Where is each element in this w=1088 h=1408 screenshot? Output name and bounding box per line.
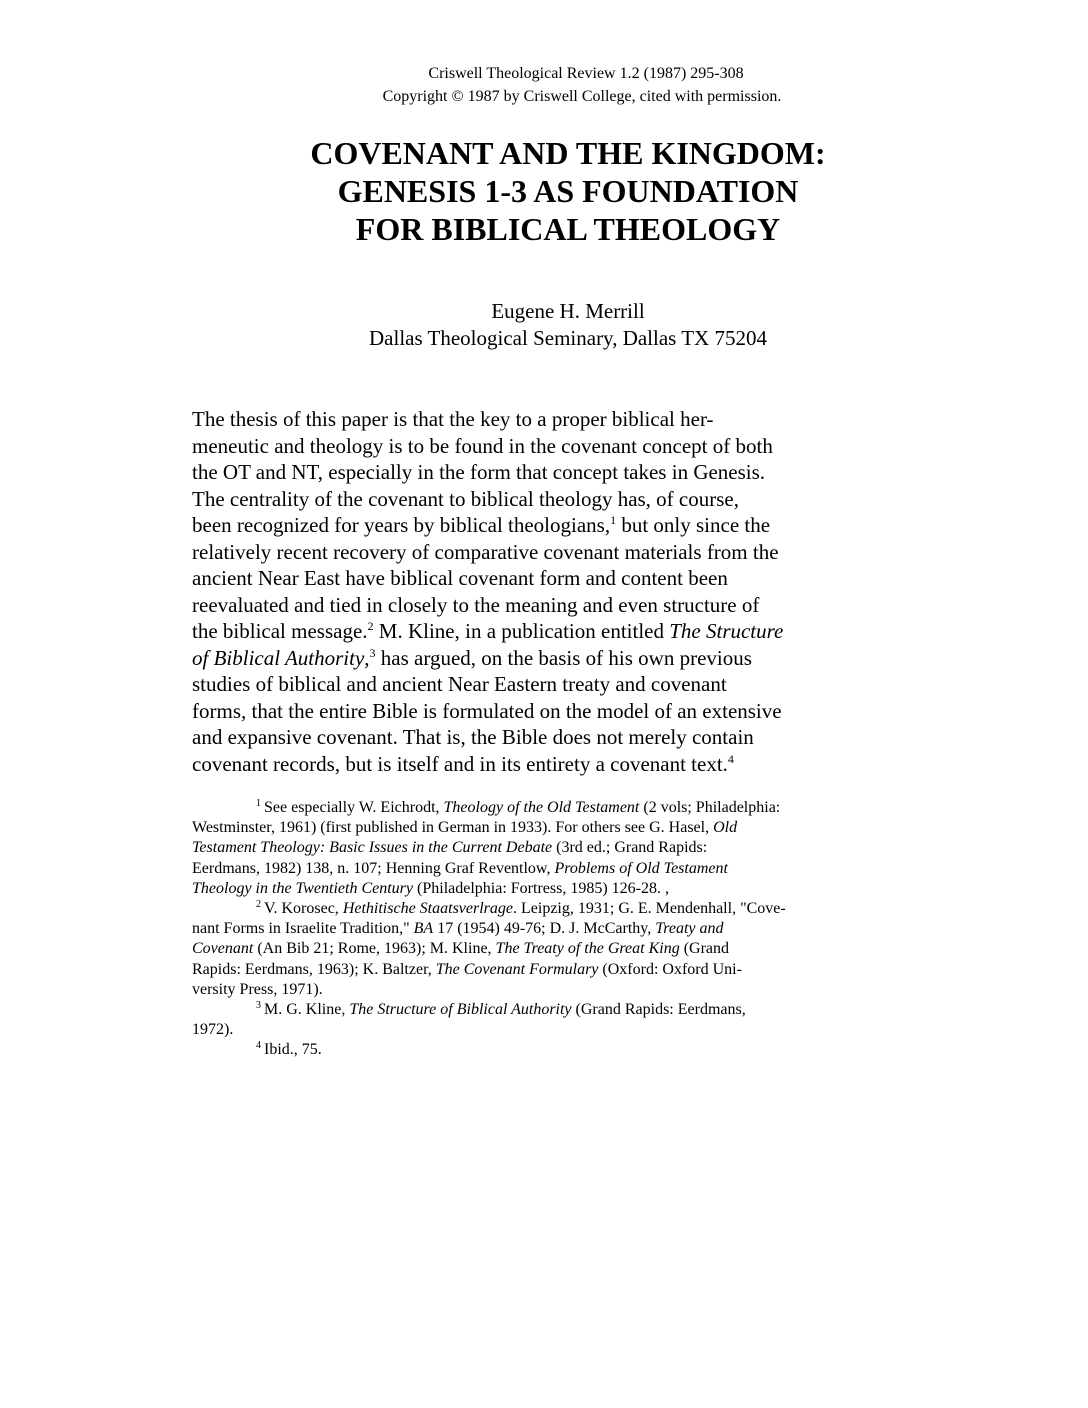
footnote-text: (An Bib 21; Rome, 1963); M. Kline, <box>253 940 496 958</box>
author-block <box>0 298 1088 352</box>
footnote-italic: Hethitische Staatsverlrage <box>342 900 513 918</box>
footnote-text: (Grand <box>679 940 729 958</box>
footnote-italic: Problems of Old Testament <box>554 859 728 877</box>
book-title-italic: The Structure <box>669 619 784 643</box>
body-line: meneutic and theology is to be found in the covenant concept of both <box>192 433 773 458</box>
body-text-run: has argued, on the basis of his own previous <box>375 645 752 670</box>
footnote-italic: The Treaty of the Great King <box>495 940 680 958</box>
body-text-run: , <box>364 645 370 670</box>
footnote-1-line <box>192 879 922 899</box>
footnote-italic: Treaty and <box>655 920 724 938</box>
body-text-run: M. Kline, in a publication entitled <box>373 619 670 643</box>
footnote-text: See especially W. Eichrodt, <box>264 799 444 816</box>
footnote-2-line <box>192 960 922 980</box>
body-paragraph <box>192 406 892 777</box>
footnote-text: Rapids: Eerdmans, 1963); K. Baltzer, <box>192 960 436 978</box>
footnote-2-line: versity Press, 1971). <box>192 980 323 998</box>
footnote-2-number: 2 <box>256 899 261 911</box>
footnote-text: Westminster, 1961) (first published in German in 1933). For others see G. Hasel, <box>192 819 714 837</box>
footnote-italic: Testament Theology: Basic Issues in the Current Debate <box>192 839 553 857</box>
body-line: forms, that the entire Bible is formulated on the model of an extensive <box>192 698 782 723</box>
footnote-italic: The Covenant Formulary <box>435 960 599 978</box>
footnote-italic: Theology of the Old Testament <box>443 799 640 816</box>
footnote-ref-1[interactable]: 1 <box>610 513 617 527</box>
body-line: the OT and NT, especially in the form that concept takes in Genesis. <box>192 460 766 484</box>
body-line: and expansive covenant. That is, the Bible does not merely contain <box>192 725 754 749</box>
footnote-italic: Theology in the Twentieth Century <box>192 879 414 897</box>
footnote-text: Ibid., 75. <box>264 1041 322 1059</box>
body-line <box>192 512 892 539</box>
book-title-italic: of Biblical Authority <box>192 645 365 670</box>
body-line: relatively recent recovery of comparative covenant materials from the <box>192 539 779 564</box>
footnote-text: . Leipzig, 1931; G. E. Mendenhall, "Cove- <box>513 900 786 918</box>
journal-citation: Criswell Theological Review 1.2 (1987) 295-308 <box>428 65 744 82</box>
title-line-2: GENESIS 1-3 AS FOUNDATION <box>337 173 799 209</box>
footnote-3-number: 3 <box>256 1000 261 1012</box>
title-line-3: FOR BIBLICAL THEOLOGY <box>355 211 781 247</box>
author-affiliation: Dallas Theological Seminary, Dallas TX 75204 <box>369 326 767 350</box>
footnote-1-line <box>192 838 922 858</box>
footnote-text: (Oxford: Oxford Uni- <box>598 960 742 978</box>
body-line: The thesis of this paper is that the key to a proper biblical her- <box>192 407 714 431</box>
body-line <box>192 618 892 645</box>
footnote-1-line <box>192 798 922 818</box>
footnote-italic: Old <box>713 819 738 837</box>
footnote-text: 17 (1954) 49-76; D. J. McCarthy, <box>433 920 656 938</box>
footnote-4-number: 4 <box>256 1040 261 1052</box>
footnote-text: (2 vols; Philadelphia: <box>639 799 781 816</box>
footnote-1-line <box>192 859 922 879</box>
footnote-1-number: 1 <box>256 798 261 809</box>
footnote-text: nant Forms in Israelite Tradition," <box>192 920 414 938</box>
body-line <box>192 751 892 778</box>
footnote-4-line <box>192 1040 922 1060</box>
footnote-italic: BA <box>413 920 434 938</box>
body-line: The centrality of the covenant to biblical theology has, of course, <box>192 486 739 511</box>
footnote-ref-2[interactable]: 2 <box>367 619 374 633</box>
copyright-notice: Copyright © 1987 by Criswell College, cited with permission. <box>382 88 782 105</box>
body-line: studies of biblical and ancient Near Eastern treaty and covenant <box>192 672 727 696</box>
footnote-text: V. Korosec, <box>264 900 343 918</box>
footnote-text: (Philadelphia: Fortress, 1985) 126-28. , <box>413 879 669 897</box>
body-text-run: been recognized for years by biblical theologians, <box>192 513 611 537</box>
footnote-text: Eerdmans, 1982) 138, n. 107; Henning Graf Reventlow, <box>192 859 555 877</box>
footnote-ref-3[interactable]: 3 <box>369 645 376 660</box>
footnote-text: (3rd ed.; Grand Rapids: <box>552 839 708 857</box>
footnote-text: M. G. Kline, <box>264 1001 350 1019</box>
body-text-run: but only since the <box>616 513 771 537</box>
footnote-ref-4[interactable]: 4 <box>727 751 734 766</box>
body-line: reevaluated and tied in closely to the meaning and even structure of <box>192 592 760 617</box>
footnote-2-line <box>192 899 922 919</box>
footnote-italic: Covenant <box>192 940 254 958</box>
author-name: Eugene H. Merrill <box>491 299 645 323</box>
body-text-run: covenant records, but is itself and in its entirety a covenant text. <box>192 751 728 776</box>
body-line <box>192 645 892 672</box>
body-line: ancient Near East have biblical covenant form and content been <box>192 566 728 590</box>
title-line-1: COVENANT AND THE KINGDOM: <box>310 135 826 171</box>
article-title <box>0 134 1088 248</box>
footnote-3-line: 1972). <box>192 1021 234 1039</box>
footnote-1-line <box>192 818 922 838</box>
footnote-italic: The Structure of Biblical Authority <box>349 1001 572 1019</box>
footnote-2-line <box>192 919 922 939</box>
footnote-text: (Grand Rapids: Eerdmans, <box>571 1001 746 1019</box>
footnotes-section <box>192 798 922 1061</box>
footnote-3-line <box>192 1000 922 1020</box>
body-text-run: the biblical message. <box>192 619 368 643</box>
footnote-2-line <box>192 939 922 959</box>
